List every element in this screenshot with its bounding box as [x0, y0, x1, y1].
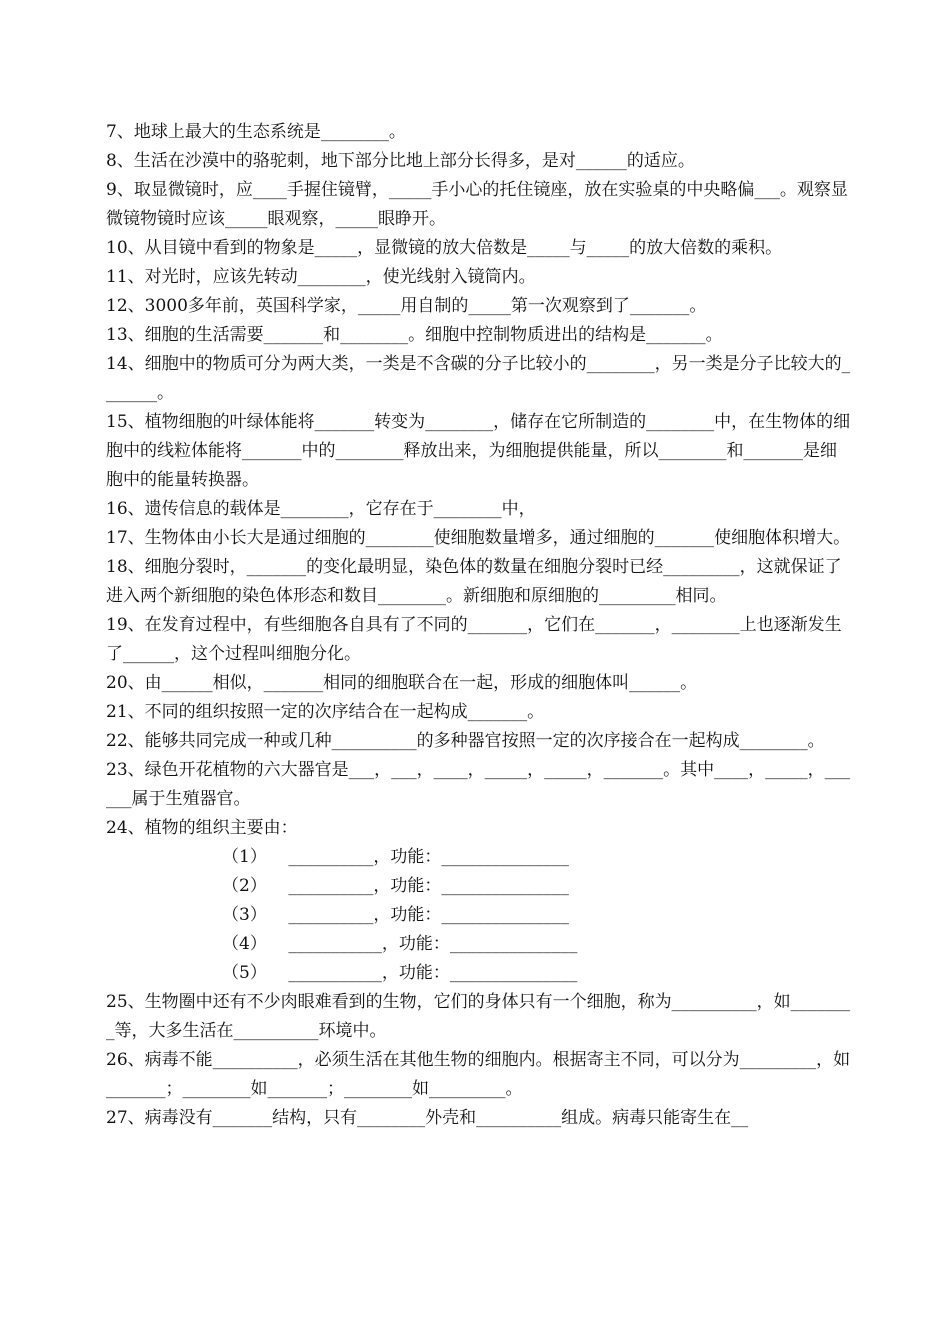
- question-14: 14、细胞中的物质可分为两大类，一类是不含碳的分子比较小的________，另一类是分子比较大的_______。: [106, 354, 851, 403]
- question-27: 27、病毒没有_______结构，只有________外壳和__________组成。病毒只能寄生在__: [106, 1108, 749, 1128]
- tissue-item-2: （2） __________，功能：_______________: [222, 876, 569, 896]
- question-10: 10、从目镜中看到的物象是_____，显微镜的放大倍数是_____与_____的放大倍数的乘积。: [106, 238, 783, 258]
- question-25: 25、生物圈中还有不少肉眼难看到的生物，它们的身体只有一个细胞，称为__________，如________等，大多生活在__________环境中。: [106, 992, 851, 1041]
- question-26: 26、病毒不能__________，必须生活在其他生物的细胞内。根据寄主不同，可以分为_________，如_______；________如_______；________如_________。: [106, 1050, 851, 1099]
- question-18: 18、细胞分裂时，_______的变化最明显，染色体的数量在细胞分裂时已经_________，这就保证了进入两个新细胞的染色体形态和数目________。新细胞和原细胞的_________相同。: [106, 557, 842, 606]
- question-23: 23、绿色开花植物的六大器官是___，___，____，_____，_____，_______。其中____，_____，______属于生殖器官。: [106, 760, 851, 809]
- question-22: 22、能够共同完成一种或几种__________的多种器官按照一定的次序接合在一起构成________。: [106, 731, 825, 751]
- question-8: 8、生活在沙漠中的骆驼刺，地下部分比地上部分长得多，是对______的适应。: [106, 151, 695, 171]
- tissue-item-3: （3） __________，功能：_______________: [222, 905, 569, 925]
- question-13: 13、细胞的生活需要_______和________。细胞中控制物质进出的结构是_______。: [106, 325, 723, 345]
- tissue-item-5: （5） ___________，功能：_______________: [222, 963, 578, 983]
- tissue-item-1: （1） __________，功能：_______________: [222, 847, 569, 867]
- question-9: 9、取显微镜时，应____手握住镜臂，_____手小心的托住镜座，放在实验桌的中央略偏___。观察显微镜物镜时应该_____眼观察，_____眼睁开。: [106, 180, 848, 229]
- question-17: 17、生物体由小长大是通过细胞的________使细胞数量增多，通过细胞的_______使细胞体积增大。: [106, 528, 851, 548]
- question-12: 12、3000多年前，英国科学家，_____用自制的_____第一次观察到了_______。: [106, 296, 707, 316]
- question-20: 20、由______相似，_______相同的细胞联合在一起，形成的细胞体叫______。: [106, 673, 698, 693]
- question-19: 19、在发育过程中，有些细胞各自具有了不同的_______，它们在_______，________上也逐渐发生了______，这个过程叫细胞分化。: [106, 615, 842, 664]
- question-24: 24、植物的组织主要由：: [106, 818, 298, 838]
- tissue-item-4: （4） ___________，功能：_______________: [222, 934, 578, 954]
- question-7: 7、地球上最大的生态系统是________。: [106, 122, 406, 142]
- question-16: 16、遗传信息的载体是________，它存在于________中，: [106, 499, 536, 519]
- question-21: 21、不同的组织按照一定的次序结合在一起构成_______。: [106, 702, 545, 722]
- question-list: [106, 118, 852, 1133]
- question-11: 11、对光时，应该先转动________，使光线射入镜筒内。: [106, 267, 536, 287]
- question-15: 15、植物细胞的叶绿体能将_______转变为________，储存在它所制造的________中，在生物体的细胞中的线粒体能将_______中的________释放出来，为细胞提供能量，所以________和_______是细胞中的能量转换器。: [106, 412, 851, 490]
